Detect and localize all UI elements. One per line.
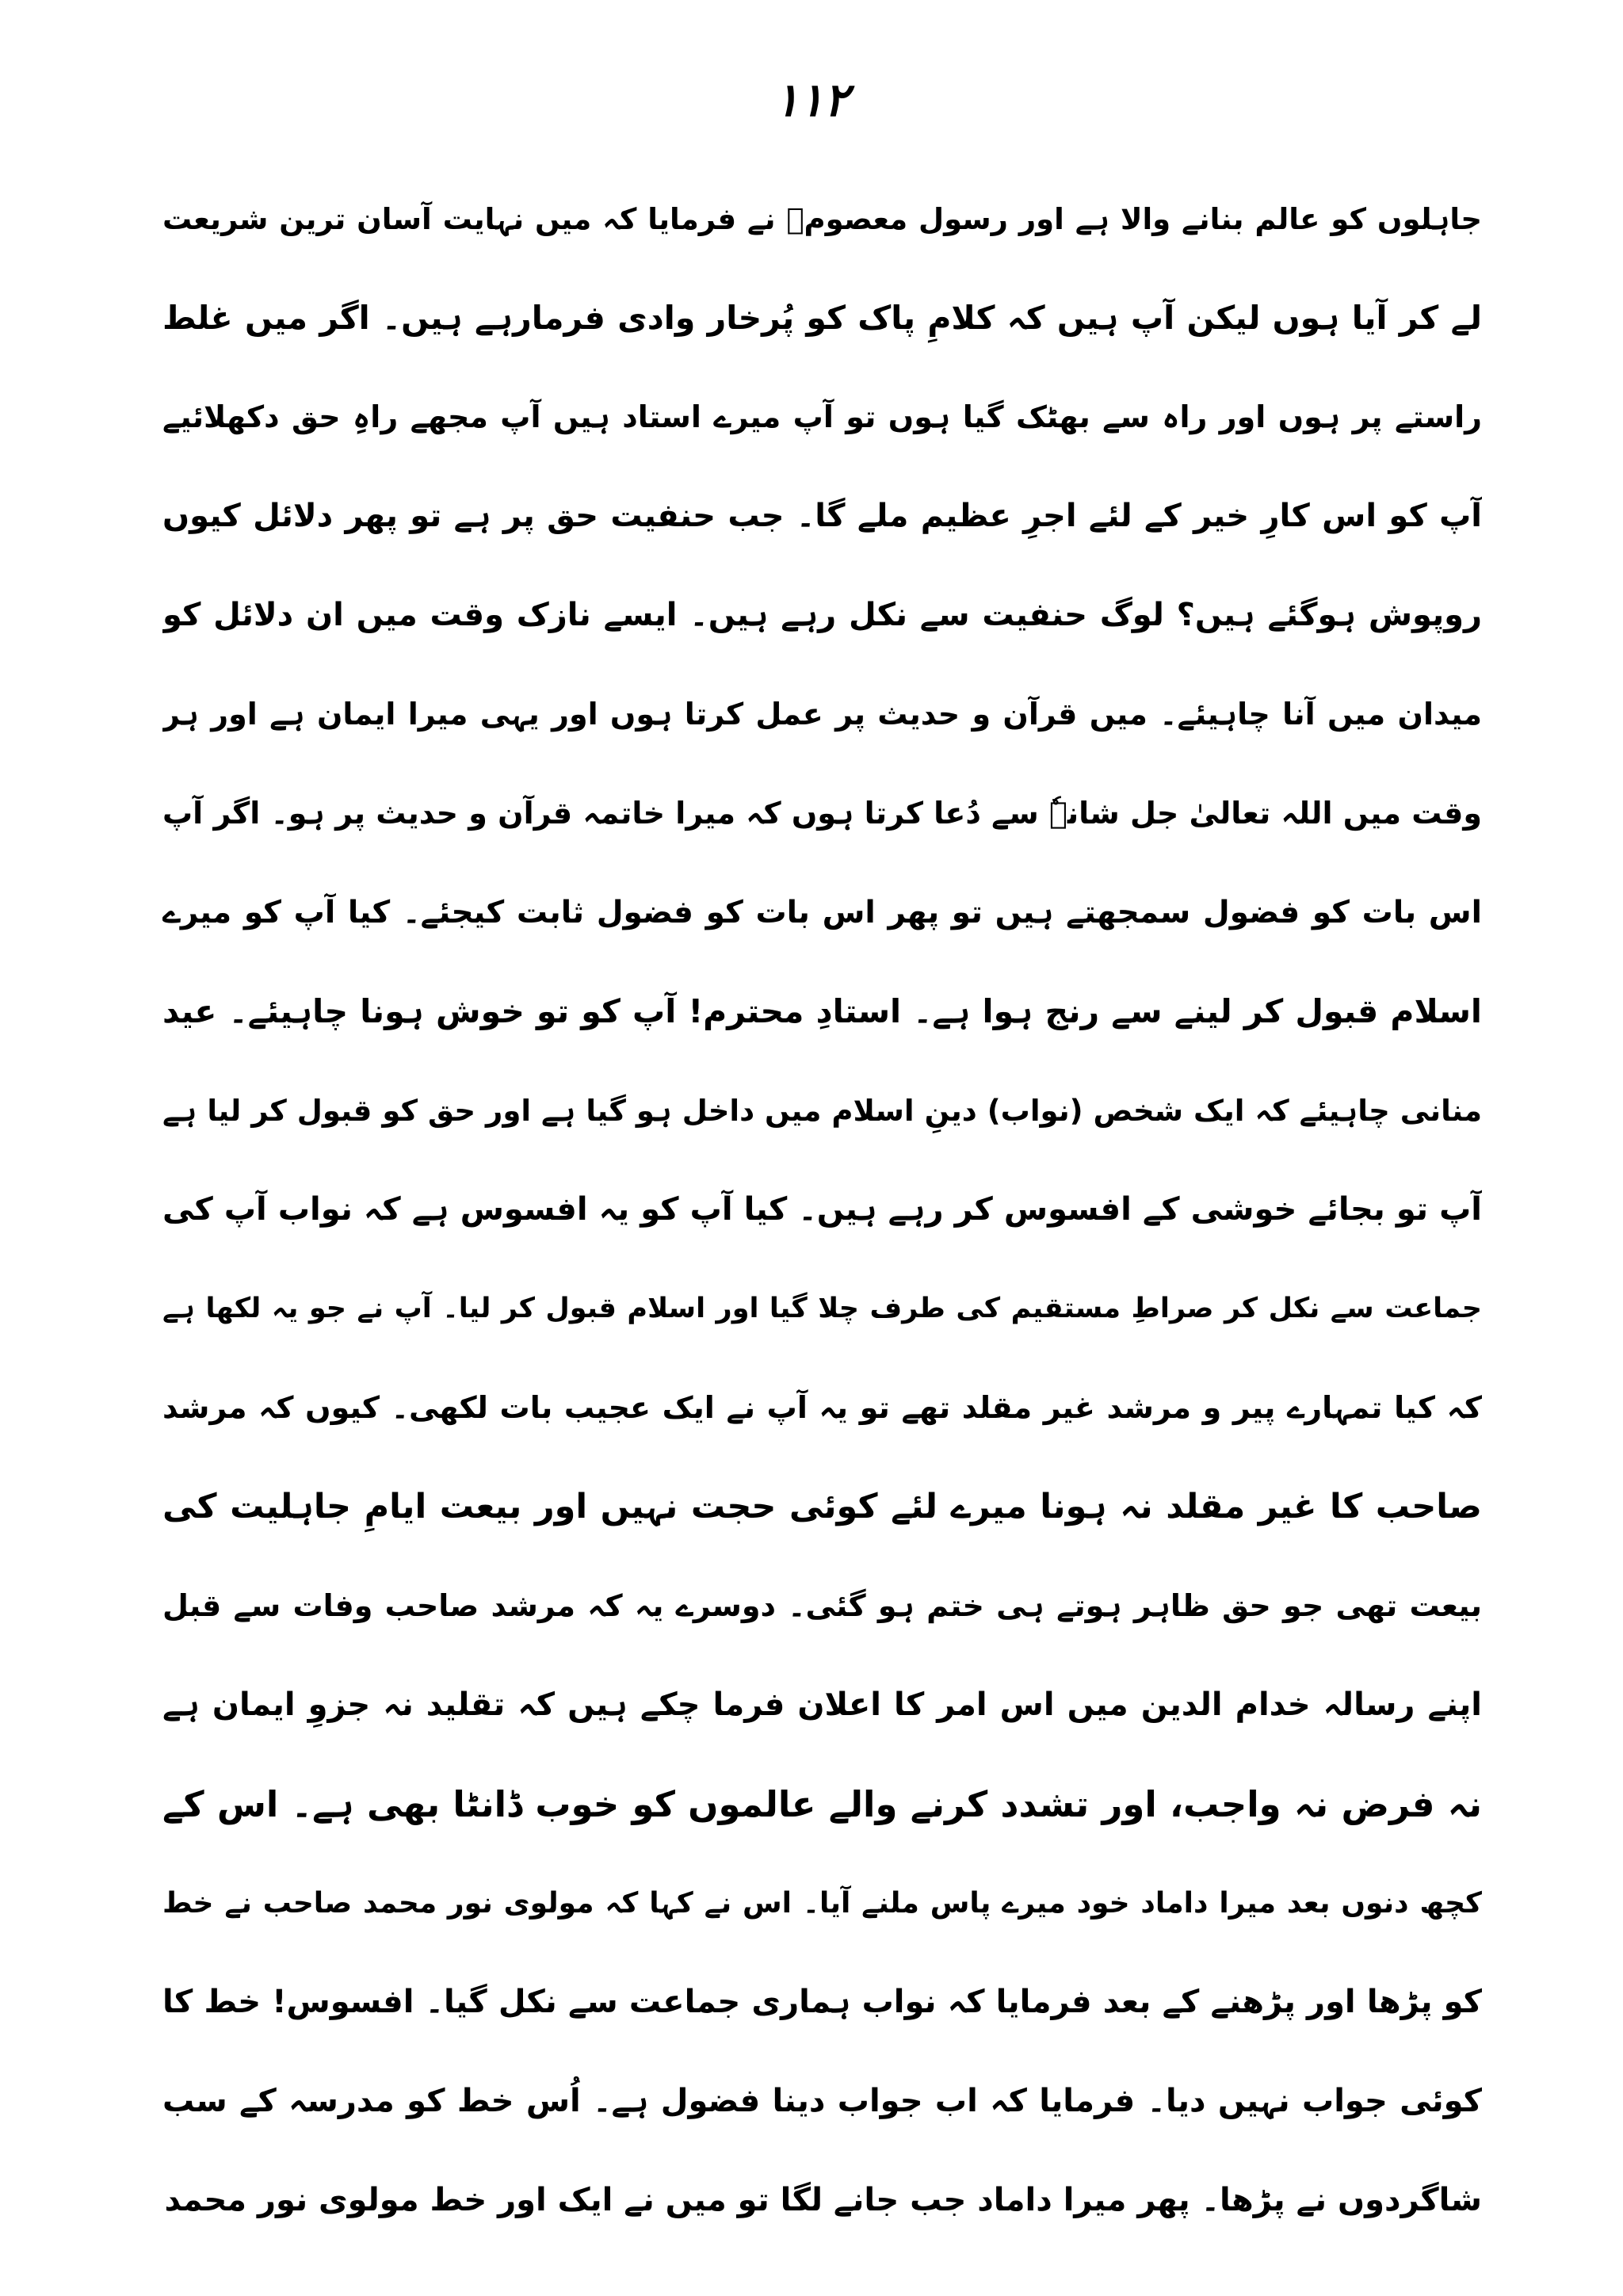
text-line: اس بات کو فضول سمجھتے ہیں تو پھر اس بات کو فضول ثابت کیجئے۔ کیا آپ کو میرے (162, 895, 1482, 930)
text-line: راستے پر ہوں اور راہ سے بھٹک گیا ہوں تو آپ میرے استاد ہیں آپ مجھے راہِ حق دکھلائیے (162, 399, 1482, 434)
text-line: شاگردوں نے پڑھا۔ پھر میرا داماد جب جانے لگا تو میں نے ایک اور خط مولوی نور محمد (164, 2182, 1482, 2218)
text-line: صاحب کا غیر مقلد نہ ہونا میرے لئے کوئی حجت نہیں اور بیعت ایامِ جاہلیت کی (162, 1487, 1482, 1526)
text-line: جاہلوں کو عالم بنانے والا ہے اور رسول معصومؐ نے فرمایا کہ میں نہایت آسان ترین شریعت (162, 202, 1482, 236)
text-line: آپ کو اس کارِ خیر کے لئے اجرِ عظیم ملے گا۔ جب حنفیت حق پر ہے تو پھر دلائل کیوں (162, 498, 1482, 534)
text-line: بیعت تھی جو حق ظاہر ہوتے ہی ختم ہو گئی۔ دوسرے یہ کہ مرشد صاحب وفات سے قبل (162, 1588, 1482, 1623)
text-line: آپ تو بجائے خوشی کے افسوس کر رہے ہیں۔ کیا آپ کو یہ افسوس ہے کہ نواب آپ کی (162, 1191, 1482, 1228)
text-line: لے کر آیا ہوں لیکن آپ ہیں کہ کلامِ پاک کو پُرخار وادی فرمارہے ہیں۔ اگر میں غلط (162, 299, 1482, 337)
text-line: منانی چاہیئے کہ ایک شخص (نواب) دینِ اسلام میں داخل ہو گیا ہے اور حق کو قبول کر لیا ہے (162, 1094, 1482, 1128)
text-line: کوئی جواب نہیں دیا۔ فرمایا کہ اب جواب دینا فضول ہے۔ اُس خط کو مدرسہ کے سب (162, 2083, 1482, 2119)
text-line: جماعت سے نکل کر صراطِ مستقیم کی طرف چلا گیا اور اسلام قبول کر لیا۔ آپ نے جو یہ لکھا ہے (162, 1293, 1482, 1324)
text-line: اسلام قبول کر لینے سے رنج ہوا ہے۔ استادِ محترم! آپ کو تو خوش ہونا چاہیئے۔ عید (162, 992, 1482, 1030)
text-line: کہ کیا تمہارے پیر و مرشد غیر مقلد تھے تو یہ آپ نے ایک عجیب بات لکھی۔ کیوں کہ مرشد (162, 1390, 1482, 1425)
text-line: نہ فرض نہ واجب، اور تشدد کرنے والے عالموں کو خوب ڈانٹا بھی ہے۔ اس کے (162, 1783, 1482, 1825)
text-line: میدان میں آنا چاہیئے۔ میں قرآن و حدیث پر عمل کرتا ہوں اور یہی میرا ایمان ہے اور ہر (162, 697, 1482, 732)
text-line: روپوش ہوگئے ہیں؟ لوگ حنفیت سے نکل رہے ہیں۔ ایسے نازک وقت میں ان دلائل کو (162, 597, 1482, 633)
text-line: کو پڑھا اور پڑھنے کے بعد فرمایا کہ نواب ہماری جماعت سے نکل گیا۔ افسوس! خط کا (162, 1984, 1482, 2020)
page-number: ۱۱۲ (774, 73, 849, 127)
text-line: وقت میں اللہ تعالیٰ جل شانہٗ سے دُعا کرتا ہوں کہ میرا خاتمہ قرآن و حدیث پر ہو۔ اگر آپ (162, 796, 1482, 831)
body-text (162, 170, 1482, 2250)
text-line: کچھ دنوں بعد میرا داماد خود میرے پاس ملنے آیا۔ اس نے کہا کہ مولوی نور محمد صاحب نے خط (162, 1887, 1482, 1920)
text-line: اپنے رسالہ خدام الدین میں اس امر کا اعلان فرما چکے ہیں کہ تقلید نہ جزوِ ایمان ہے (162, 1687, 1482, 1723)
